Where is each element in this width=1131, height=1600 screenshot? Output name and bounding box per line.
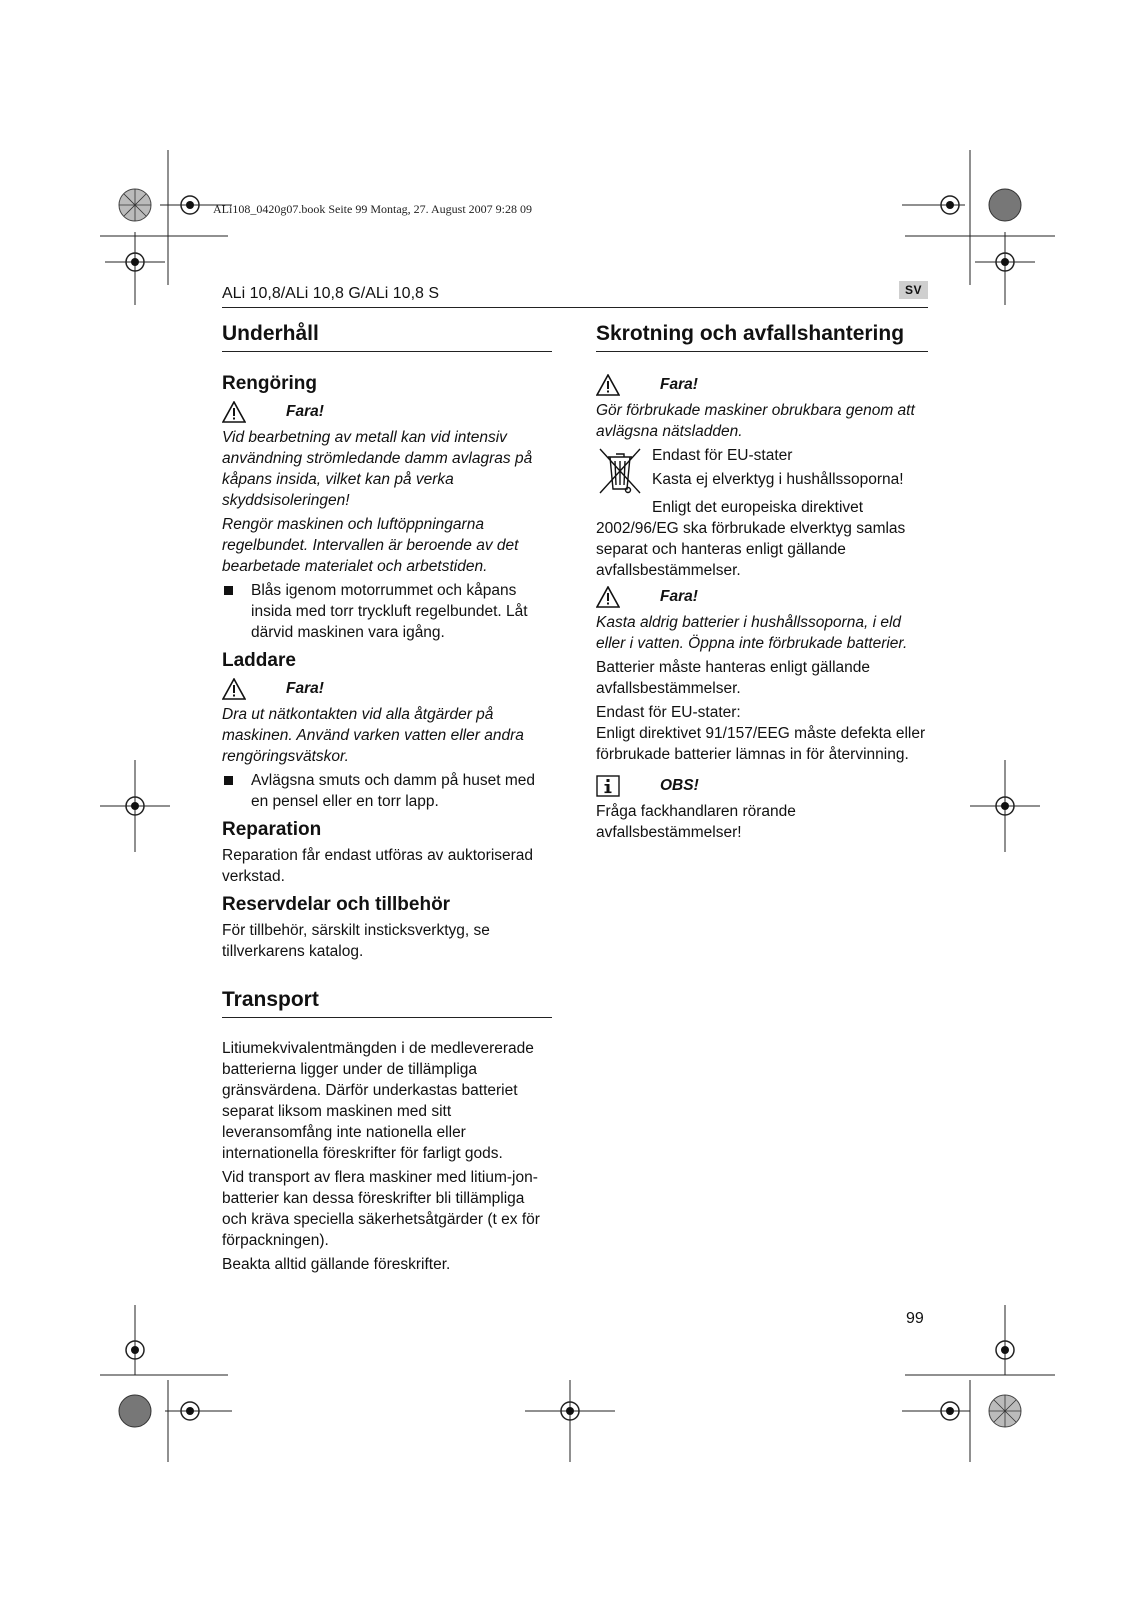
info-icon [596, 775, 620, 797]
parts-heading: Reservdelar och tillbehör [222, 894, 451, 915]
list-item-text: Blås igenom motorrummet och kåpans insida med torr tryckluft regelbundet. Låt därvid maskinen vara igång. [251, 582, 528, 641]
list-item-text: Avlägsna smuts och damm på huset med en pensel eller en torr lapp. [251, 772, 536, 810]
disposal-warning [596, 372, 928, 398]
right-column [596, 320, 928, 846]
note-text: Fråga fackhandlaren rörande avfallsbestämmelser! [596, 803, 796, 841]
language-badge: SV [899, 281, 928, 299]
warning-label: Fara! [286, 403, 324, 420]
battery-warning-text: Kasta aldrig batterier i hushållssoporna, i eld eller i vatten. Öppna inte förbrukade batterier. [596, 614, 908, 652]
page-header [222, 285, 928, 308]
book-imprint: ALi108_0420g07.book Seite 99 Montag, 27. August 2007 9:28 09 [213, 202, 532, 216]
repair-text: Reparation får endast utföras av auktoriserad verkstad. [222, 847, 534, 885]
transport-text-1: Litiumekvivalentmängden i de medlevererade batterierna ligger under de tillämpliga gränsvärdena. Därför underkastas batteriet separat liksom maskinen med sitt leveransomfång inte nationella eller internationella föreskrifter för farligt gods. [222, 1040, 534, 1162]
eu-lines [652, 445, 904, 497]
battery-text-3: Enligt direktivet 91/157/EEG måste defekta eller förbrukade batterier lämnas in för återvinning. [596, 725, 926, 763]
warning-label: Fara! [286, 680, 324, 697]
maintenance-heading: Underhåll [222, 320, 552, 352]
warning-triangle-icon [596, 586, 620, 608]
disposal-warning-text: Gör förbrukade maskiner obrukbara genom att avlägsna nätsladden. [596, 402, 915, 440]
battery-warning [596, 584, 928, 610]
transport-heading: Transport [222, 986, 552, 1018]
list-item [222, 580, 552, 643]
repair-heading: Reparation [222, 819, 322, 840]
charger-warning-text: Dra ut nätkontakten vid alla åtgärder på maskinen. Använd varken vatten eller andra rengöringsvätskor. [222, 706, 524, 765]
note-label: OBS! [660, 777, 699, 794]
transport-text-3: Beakta alltid gällande föreskrifter. [222, 1256, 451, 1273]
left-column [222, 320, 552, 1278]
product-title: ALi 10,8/ALi 10,8 G/ALi 10,8 S [222, 285, 440, 302]
warning-triangle-icon [596, 374, 620, 396]
list-item [222, 770, 552, 812]
page-number: 99 [906, 1310, 924, 1327]
parts-text: För tillbehör, särskilt insticksverktyg, se tillverkarens katalog. [222, 922, 490, 960]
disposal-heading: Skrotning och avfallshantering [596, 320, 928, 352]
bullet-square-icon [224, 776, 233, 785]
charger-warning [222, 676, 552, 702]
battery-text-2: Endast för EU-stater: [596, 704, 741, 721]
eu-line-1: Endast för EU-stater [652, 447, 793, 464]
eu-block [596, 445, 928, 497]
transport-text-2: Vid transport av flera maskiner med litium-jon-batterier kan dessa föreskrifter bli tillämpliga och kräva speciella säkerhetsåtgärder (t ex för förpackningen). [222, 1169, 540, 1249]
warning-label: Fara! [660, 588, 698, 605]
crossed-bin-icon [596, 445, 644, 497]
cleaning-warning [222, 399, 552, 425]
charger-heading: Laddare [222, 650, 296, 671]
bullet-square-icon [224, 586, 233, 595]
cleaning-heading: Rengöring [222, 373, 317, 394]
battery-text-1: Batterier måste hanteras enligt gällande avfallsbestämmelser. [596, 659, 870, 697]
cleaning-interval-text: Rengör maskinen och luftöppningarna regelbundet. Intervallen är beroende av det bearbetade materialet och arbetstiden. [222, 516, 519, 575]
warning-triangle-icon [222, 678, 246, 700]
note [596, 773, 928, 799]
eu-directive-text: Enligt det europeiska direktivet 2002/96/EG ska förbrukade elverktyg samlas separat och hanteras enligt gällande avfallsbestämmelser. [596, 499, 906, 579]
warning-label: Fara! [660, 376, 698, 393]
warning-triangle-icon [222, 401, 246, 423]
cleaning-warning-text: Vid bearbetning av metall kan vid intensiv användning strömledande damm avlagras på kåpans insida, vilket kan på verka skyddsisoleringen! [222, 429, 533, 509]
eu-line-2: Kasta ej elverktyg i hushållssoporna! [652, 471, 904, 488]
